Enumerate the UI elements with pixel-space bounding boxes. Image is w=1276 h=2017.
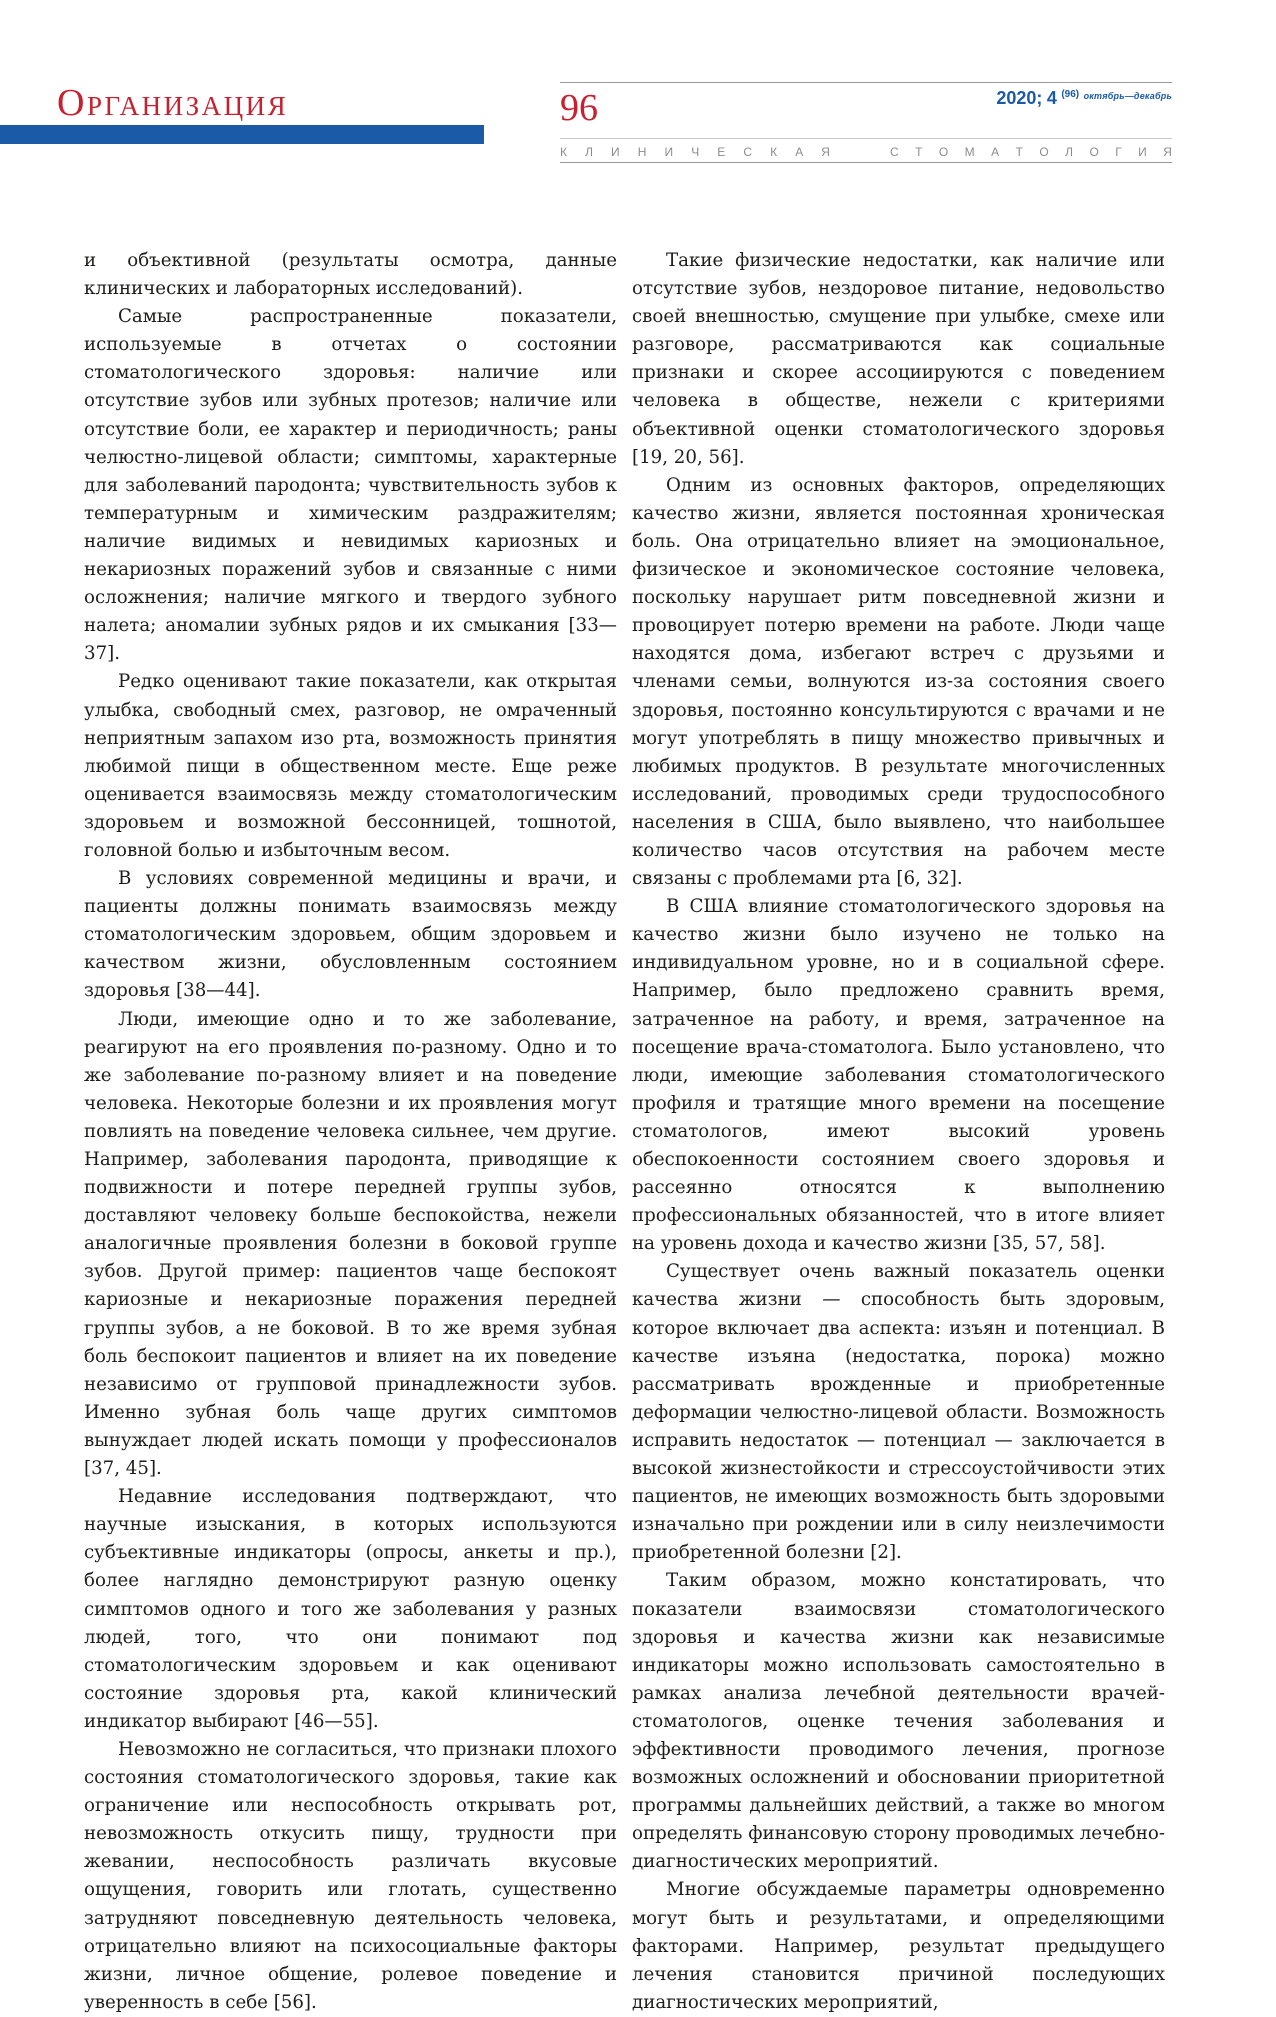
issue-months: октябрь—декабрь bbox=[1083, 91, 1172, 101]
paragraph: Люди, имеющие одно и то же заболевание, реагируют на его проявления по-разному. Одно и то же заболевание по-разному влияет и на поведение человека. Некоторые болезни и их проявления могут повлиять на поведение человека сильнее, чем другие. Например, заболевания пародонта, приводящие к подвижности и потере передней группы зубов, доставляют человеку больше беспокойства, нежели аналогичные проявления болезни в боковой группе зубов. Другой пример: пациентов чаще беспокоят кариозные и некариозные поражения передней группы зубов, а не боковой. В то же время зубная боль беспокоит пациентов и влияет на их поведение независимо от групповой принадлежности зубов. Именно зубная боль чаще других симптомов вынуждает людей искать помощи у профессионалов [37, 45]. bbox=[84, 1008, 617, 1480]
paragraph: Существует очень важный показатель оценки качества жизни — способность быть здоровым, которое включает два аспекта: изъян и потенциал. В качестве изъяна (недостатка, порока) можно рассматривать врожденные и приобретенные деформации челюстно-лицевой области. Возможность исправить недостаток — потенциал — заключается в высокой жизнестойкости и стрессоустойчивости этих пациентов, не имеющих возможность быть здоровыми изначально при рождении или в силу неизлечимости приобретенной болезни [2]. bbox=[632, 1261, 1165, 1564]
journal-word bbox=[890, 145, 1172, 159]
issue-year: 2020; bbox=[996, 88, 1043, 108]
journal-letter: Т bbox=[1015, 145, 1023, 159]
page-number: 96 bbox=[560, 87, 598, 129]
journal-letter: Я bbox=[1163, 145, 1172, 159]
header-rule-bottom bbox=[560, 162, 1172, 163]
journal-letter: И bbox=[1138, 145, 1147, 159]
journal-letter: Ч bbox=[691, 145, 700, 159]
journal-letter: Л bbox=[585, 145, 593, 159]
header-rule-top bbox=[560, 82, 1172, 83]
paragraph: Недавние исследования подтверждают, что научные изыскания, в которых используются субъективные индикаторы (опросы, анкеты и пр.), более наглядно демонстрируют разную оценку симптомов одного и того же заболевания у разных людей, того, что они понимают под стоматологическим здоровьем и как оценивают состояние здоровья рта, какой клинический индикатор выбирают [46—55]. bbox=[84, 1486, 617, 1732]
section-title: Организация bbox=[57, 82, 289, 124]
issue-total: (96) bbox=[1061, 89, 1080, 100]
journal-letter: Я bbox=[821, 145, 830, 159]
journal-letter: Е bbox=[717, 145, 726, 159]
header-rule-middle bbox=[560, 138, 1172, 139]
journal-letter: О bbox=[938, 145, 949, 159]
issue-number: 4 bbox=[1046, 88, 1057, 108]
journal-letter: А bbox=[795, 145, 804, 159]
paragraph: Невозможно не согласиться, что признаки плохого состояния стоматологического здоровья, такие как ограничение или неспособность открывать рот, невозможность откусить пищу, трудности при жевании, неспособность различать вкусовые ощущения, говорить или глотать, существенно затрудняют повседневную деятельность человека, отрицательно влияют на психосоциальные факторы жизни, личное общение, ролевое поведение и уверенность в себе [56]. bbox=[84, 1738, 617, 2013]
paragraph: Таким образом, можно констатировать, что показатели взаимосвязи стоматологического здоровья и качества жизни как независимые индикаторы можно использовать самостоятельно в рамках анализа лечебной деятельности врачей-стоматологов, оценке течения заболевания и эффективности проводимого лечения, прогнозе возможных осложнений и обосновании приоритетной программы дальнейших действий, а также во многом определять финансовую сторону проводимых лечебно-диагностических мероприятий. bbox=[632, 1570, 1165, 1873]
journal-letter: О bbox=[1089, 145, 1099, 159]
paragraph: Одним из основных факторов, определяющих качество жизни, является постоянная хроническая боль. Она отрицательно влияет на эмоциональное, физическое и экономическое состояние человека, поскольку нарушает ритм повседневной жизни и провоцирует потерю времени на работе. Люди чаще находятся дома, избегают встреч с друзьями и членами семьи, волнуются из-за состояния своего здоровья, постоянно консультируются с врачами и не могут употреблять в пищу множество привычных и любимых продуктов. В результате многочисленных исследований, проводимых среди трудоспособного населения в США, было выявлено, что наибольшее количество часов отсутствия на рабочем месте связаны с проблемами рта [6, 32]. bbox=[632, 474, 1165, 890]
paragraph: Самые распространенные показатели, используемые в отчетах о состоянии стоматологического здоровья: наличие или отсутствие зубов или зубных протезов; наличие или отсутствие боли, ее характер и периодичность; раны челюстно-лицевой области; симптомы, характерные для заболеваний пародонта; чувствительность зубов к температурным и химическим раздражителям; наличие видимых и невидимых кариозных и некариозных поражений зубов и связанные с ними осложнения; наличие мягкого и твердого зубного налета; аномалии зубных рядов и их смыкания [33—37]. bbox=[84, 306, 617, 665]
issue-info bbox=[996, 88, 1172, 109]
journal-word bbox=[560, 145, 830, 159]
paragraph: В условиях современной медицины и врачи, и пациенты должны понимать взаимосвязь между стоматологическим здоровьем, общим здоровьем и качеством жизни, обусловленным состоянием здоровья [38—44]. bbox=[84, 868, 617, 1002]
paragraph: Многие обсуждаемые параметры одновременно могут быть и результатами, и определяющими факторами. Например, результат предыдущего лечения становится причиной последующих диагностических мероприятий, bbox=[632, 1879, 1165, 2013]
journal-letter: Н bbox=[637, 145, 647, 159]
article-column-right bbox=[632, 247, 1165, 2017]
journal-letter: К bbox=[560, 145, 567, 159]
journal-title bbox=[560, 145, 1172, 159]
journal-letter: Л bbox=[1065, 145, 1073, 159]
paragraph: Такие физические недостатки, как наличие или отсутствие зубов, нездоровое питание, недовольство своей внешностью, смущение при улыбке, смехе или разговоре, рассматриваются как социальные признаки и скорее ассоциируются с поведением человека в обществе, нежели с критериями объективной оценки стоматологического здоровья [19, 20, 56]. bbox=[632, 250, 1165, 468]
journal-letter: Т bbox=[915, 145, 923, 159]
journal-letter: Г bbox=[1115, 145, 1122, 159]
paragraph: В США влияние стоматологического здоровья на качество жизни было изучено не только на индивидуальном уровне, но и в социальной сфере. Например, было предложено сравнить время, затраченное на работу, и время, затраченное на посещение врача-стоматолога. Было установлено, что люди, имеющие заболевания стоматологического профиля и тратящие много времени на посещение стоматологов, имеют высокий уровень обеспокоенности состоянием своего здоровья и рассеянно относятся к выполнению профессиональных обязанностей, что в итоге влияет на уровень дохода и качество жизни [35, 57, 58]. bbox=[632, 896, 1165, 1255]
paragraph: и объективной (результаты осмотра, данные клинических и лабораторных исследований). bbox=[84, 250, 617, 300]
journal-letter: И bbox=[664, 145, 674, 159]
journal-letter: С bbox=[743, 145, 753, 159]
section-color-bar bbox=[0, 125, 484, 144]
article-column-left bbox=[84, 247, 617, 2017]
journal-letter: О bbox=[1039, 145, 1049, 159]
journal-letter: М bbox=[964, 145, 975, 159]
journal-letter: И bbox=[611, 145, 620, 159]
paragraph: Редко оценивают такие показатели, как открытая улыбка, свободный смех, разговор, не омраченный неприятным запахом изо рта, возможность принятия любимой пищи в общественном месте. Еще реже оценивается взаимосвязь между стоматологическим здоровьем и возможной бессонницей, тошнотой, головной болью и избыточным весом. bbox=[84, 671, 617, 861]
journal-letter: А bbox=[991, 145, 1000, 159]
journal-letter: С bbox=[890, 145, 899, 159]
journal-letter: К bbox=[770, 145, 778, 159]
